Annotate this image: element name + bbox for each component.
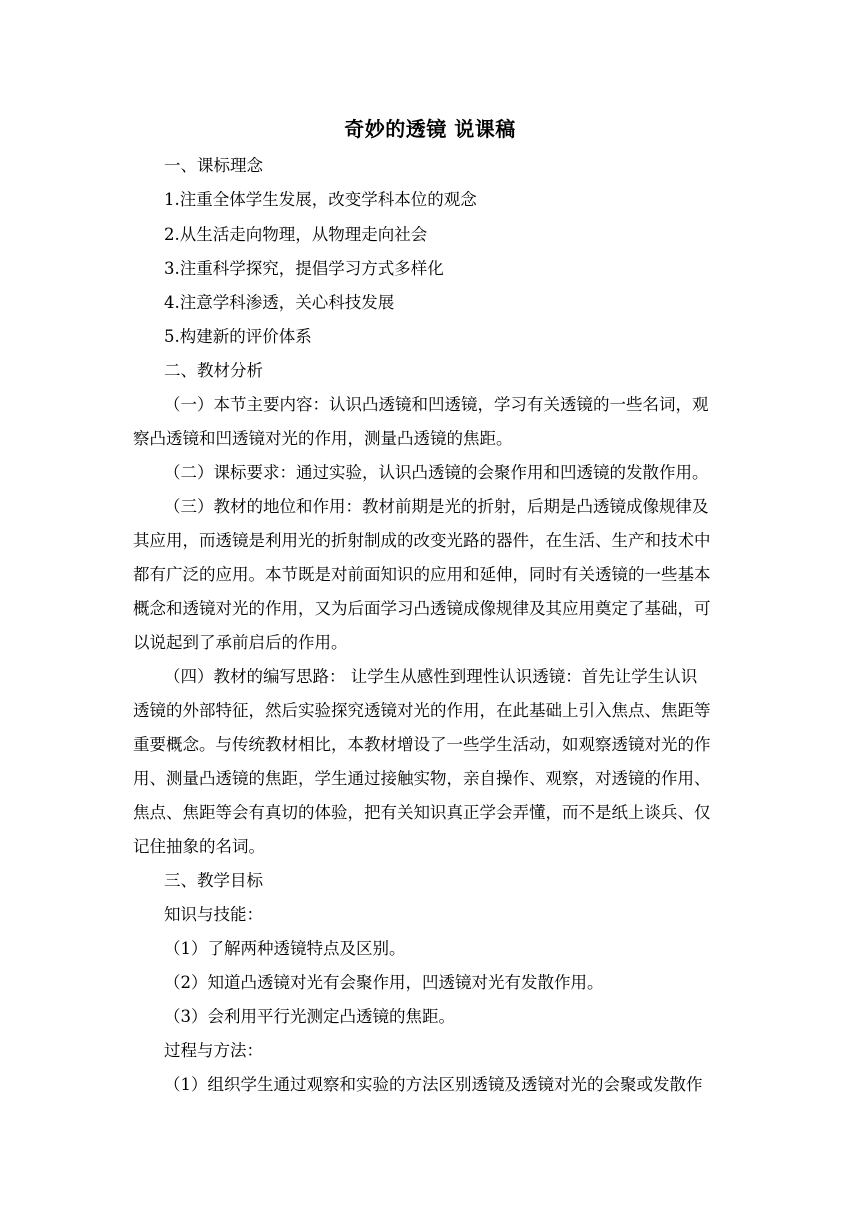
concept-item-3: 3.注重科学探究，提倡学习方式多样化 (164, 259, 444, 278)
objective-item-2: （2）知道凸透镜对光有会聚作用，凹透镜对光有发散作用。 (164, 973, 604, 992)
concept-item-2: 2.从生活走向物理，从物理走向社会 (164, 225, 428, 244)
section-heading-curriculum-concepts: 一、课标理念 (164, 156, 263, 175)
section-heading-material-analysis: 二、教材分析 (164, 361, 263, 380)
section-heading-teaching-objectives: 三、教学目标 (164, 871, 263, 890)
paragraph-main-content-line-2: 察凸透镜和凹透镜对光的作用，测量凸透镜的焦距。 (133, 429, 513, 448)
subheading-knowledge-skills: 知识与技能： (164, 905, 263, 924)
concept-item-1: 1.注重全体学生发展，改变学科本位的观念 (164, 190, 477, 209)
concept-item-5: 5.构建新的评价体系 (164, 327, 312, 346)
paragraph-status-role-line-5: 以说起到了承前启后的作用。 (133, 633, 348, 652)
objective-item-3: （3）会利用平行光测定凸透镜的焦距。 (164, 1007, 455, 1026)
subheading-process-methods: 过程与方法： (164, 1041, 263, 1060)
objective-item-1: （1）了解两种透镜特点及区别。 (164, 939, 406, 958)
paragraph-status-role-line-4: 概念和透镜对光的作用，又为后面学习凸透镜成像规律及其应用奠定了基础，可 (133, 599, 711, 618)
concept-item-4: 4.注意学科渗透，关心科技发展 (164, 293, 395, 312)
process-item-1: （1）组织学生通过观察和实验的方法区别透镜及透镜对光的会聚或发散作 (164, 1075, 703, 1094)
paragraph-writing-approach-line-1: （四）教材的编写思路： 让学生从感性到理性认识透镜：首先让学生认识 (164, 667, 698, 686)
paragraph-writing-approach-line-4: 用、测量凸透镜的焦距，学生通过接触实物，亲自操作、观察，对透镜的作用、 (133, 769, 711, 788)
paragraph-writing-approach-line-5: 焦点、焦距等会有真切的体验，把有关知识真正学会弄懂，而不是纸上谈兵、仅 (133, 803, 711, 822)
paragraph-status-role-line-3: 都有广泛的应用。本节既是对前面知识的应用和延伸，同时有关透镜的一些基本 (133, 565, 711, 584)
page-title: 奇妙的透镜 说课稿 (344, 117, 516, 141)
paragraph-curriculum-requirements: （二）课标要求：通过实验，认识凸透镜的会聚作用和凹透镜的发散作用。 (164, 463, 709, 482)
paragraph-status-role-line-2: 其应用，而透镜是利用光的折射制成的改变光路的器件，在生活、生产和技术中 (133, 531, 711, 550)
paragraph-status-role-line-1: （三）教材的地位和作用：教材前期是光的折射，后期是凸透镜成像规律及 (164, 497, 709, 516)
paragraph-writing-approach-line-6: 记住抽象的名词。 (133, 837, 265, 856)
paragraph-main-content-line-1: （一）本节主要内容：认识凸透镜和凹透镜，学习有关透镜的一些名词，观 (164, 395, 709, 414)
paragraph-writing-approach-line-2: 透镜的外部特征，然后实验探究透镜对光的作用，在此基础上引入焦点、焦距等 (133, 701, 711, 720)
paragraph-writing-approach-line-3: 重要概念。与传统教材相比，本教材增设了一些学生活动，如观察透镜对光的作 (133, 735, 711, 754)
